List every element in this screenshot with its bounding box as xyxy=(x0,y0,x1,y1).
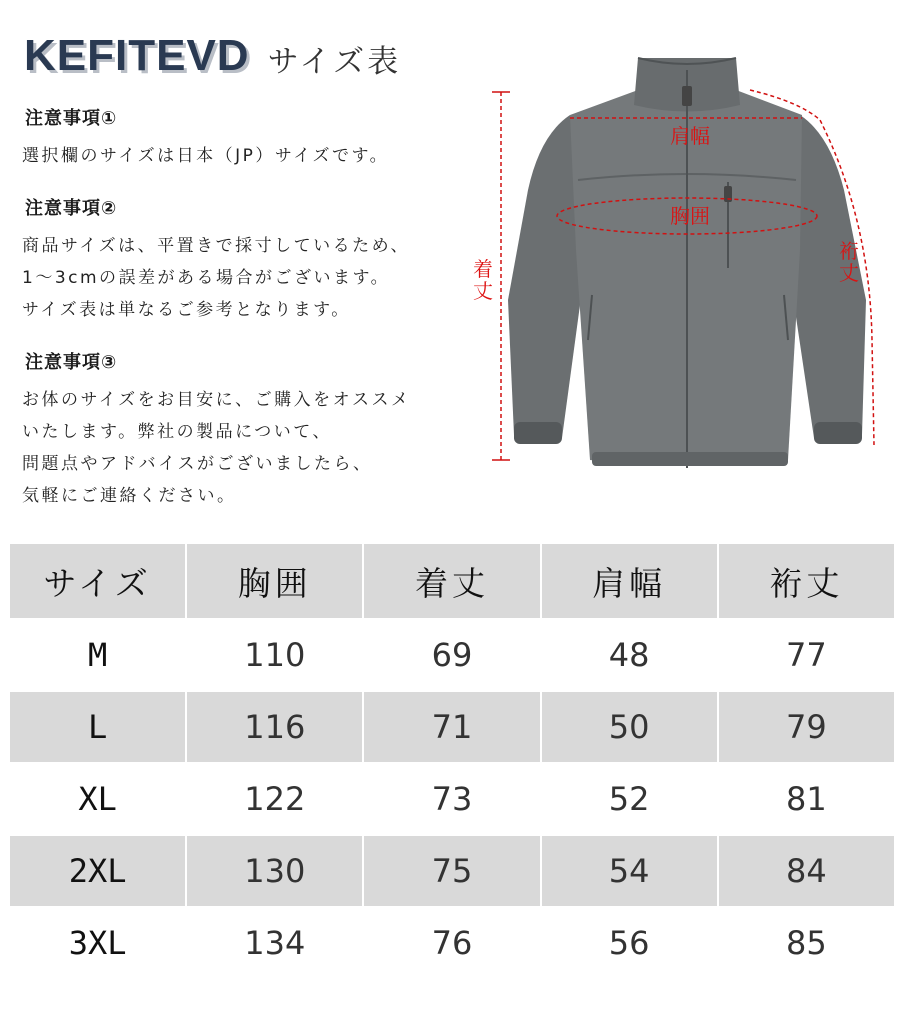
length-cell: 73 xyxy=(364,764,539,834)
shoulder-cell: 54 xyxy=(542,836,717,906)
jacket-measurement-figure xyxy=(470,40,906,490)
note-text: 1〜3cmの誤差がある場合がございます。 xyxy=(22,268,391,288)
header-length: 着丈 xyxy=(364,544,539,618)
length-label: 着 丈 xyxy=(473,257,493,303)
shoulder-cell: 50 xyxy=(542,692,717,762)
sleeve-cell: 79 xyxy=(719,692,894,762)
shoulder-label: 肩幅 xyxy=(670,124,710,148)
header xyxy=(24,31,402,80)
chest-cell: 134 xyxy=(187,908,362,978)
length-cell: 75 xyxy=(364,836,539,906)
header-chest: 胸囲 xyxy=(187,544,362,618)
table-row xyxy=(10,764,894,834)
shoulder-cell: 48 xyxy=(542,620,717,690)
note-text: いたします。弊社の製品について、 xyxy=(22,422,332,442)
chest-cell: 122 xyxy=(187,764,362,834)
size-cell: M xyxy=(10,620,185,690)
page-title: サイズ表 xyxy=(267,44,402,80)
note-text: 問題点やアドバイスがございましたら、 xyxy=(22,454,373,474)
header-shoulder: 肩幅 xyxy=(542,544,717,618)
size-cell: 2XL xyxy=(10,836,185,906)
note-text: 気軽にご連絡ください。 xyxy=(22,486,237,506)
shoulder-cell: 56 xyxy=(542,908,717,978)
shoulder-cell: 52 xyxy=(542,764,717,834)
length-cell: 76 xyxy=(364,908,539,978)
note-text: お体のサイズをお目安に、ご購入をオススメ xyxy=(22,390,411,410)
note-3 xyxy=(22,348,492,512)
right-cuff xyxy=(814,422,862,444)
hem xyxy=(592,452,788,466)
chest-cell: 116 xyxy=(187,692,362,762)
size-cell: L xyxy=(10,692,185,762)
table-row xyxy=(10,908,894,978)
header-size: サイズ xyxy=(10,544,185,618)
table-row xyxy=(10,836,894,906)
table-header-row xyxy=(10,544,894,618)
note-title: 注意事項① xyxy=(25,108,118,129)
note-text: 選択欄のサイズは日本（JP）サイズです。 xyxy=(22,146,390,166)
length-cell: 71 xyxy=(364,692,539,762)
note-title: 注意事項② xyxy=(25,198,118,219)
table-row xyxy=(10,620,894,690)
brand-logo: KEFITEVD xyxy=(24,31,250,80)
size-cell: 3XL xyxy=(10,908,185,978)
chest-label: 胸囲 xyxy=(670,204,710,228)
note-title: 注意事項③ xyxy=(25,352,118,373)
note-text: サイズ表は単なるご参考となります。 xyxy=(22,300,351,320)
sleeve-cell: 81 xyxy=(719,764,894,834)
sleeve-cell: 85 xyxy=(719,908,894,978)
note-1 xyxy=(22,104,492,172)
left-cuff xyxy=(514,422,562,444)
chest-cell: 130 xyxy=(187,836,362,906)
note-text: 商品サイズは、平置きで採寸しているため、 xyxy=(22,236,410,256)
sleeve-label: 裄 丈 xyxy=(839,239,859,285)
length-cell: 69 xyxy=(364,620,539,690)
size-cell: XL xyxy=(10,764,185,834)
sleeve-cell: 77 xyxy=(719,620,894,690)
chest-cell: 110 xyxy=(187,620,362,690)
size-table xyxy=(8,542,896,980)
table-row xyxy=(10,692,894,762)
notes-section xyxy=(22,104,492,534)
sleeve-cell: 84 xyxy=(719,836,894,906)
header-sleeve: 裄丈 xyxy=(719,544,894,618)
note-2 xyxy=(22,194,492,326)
